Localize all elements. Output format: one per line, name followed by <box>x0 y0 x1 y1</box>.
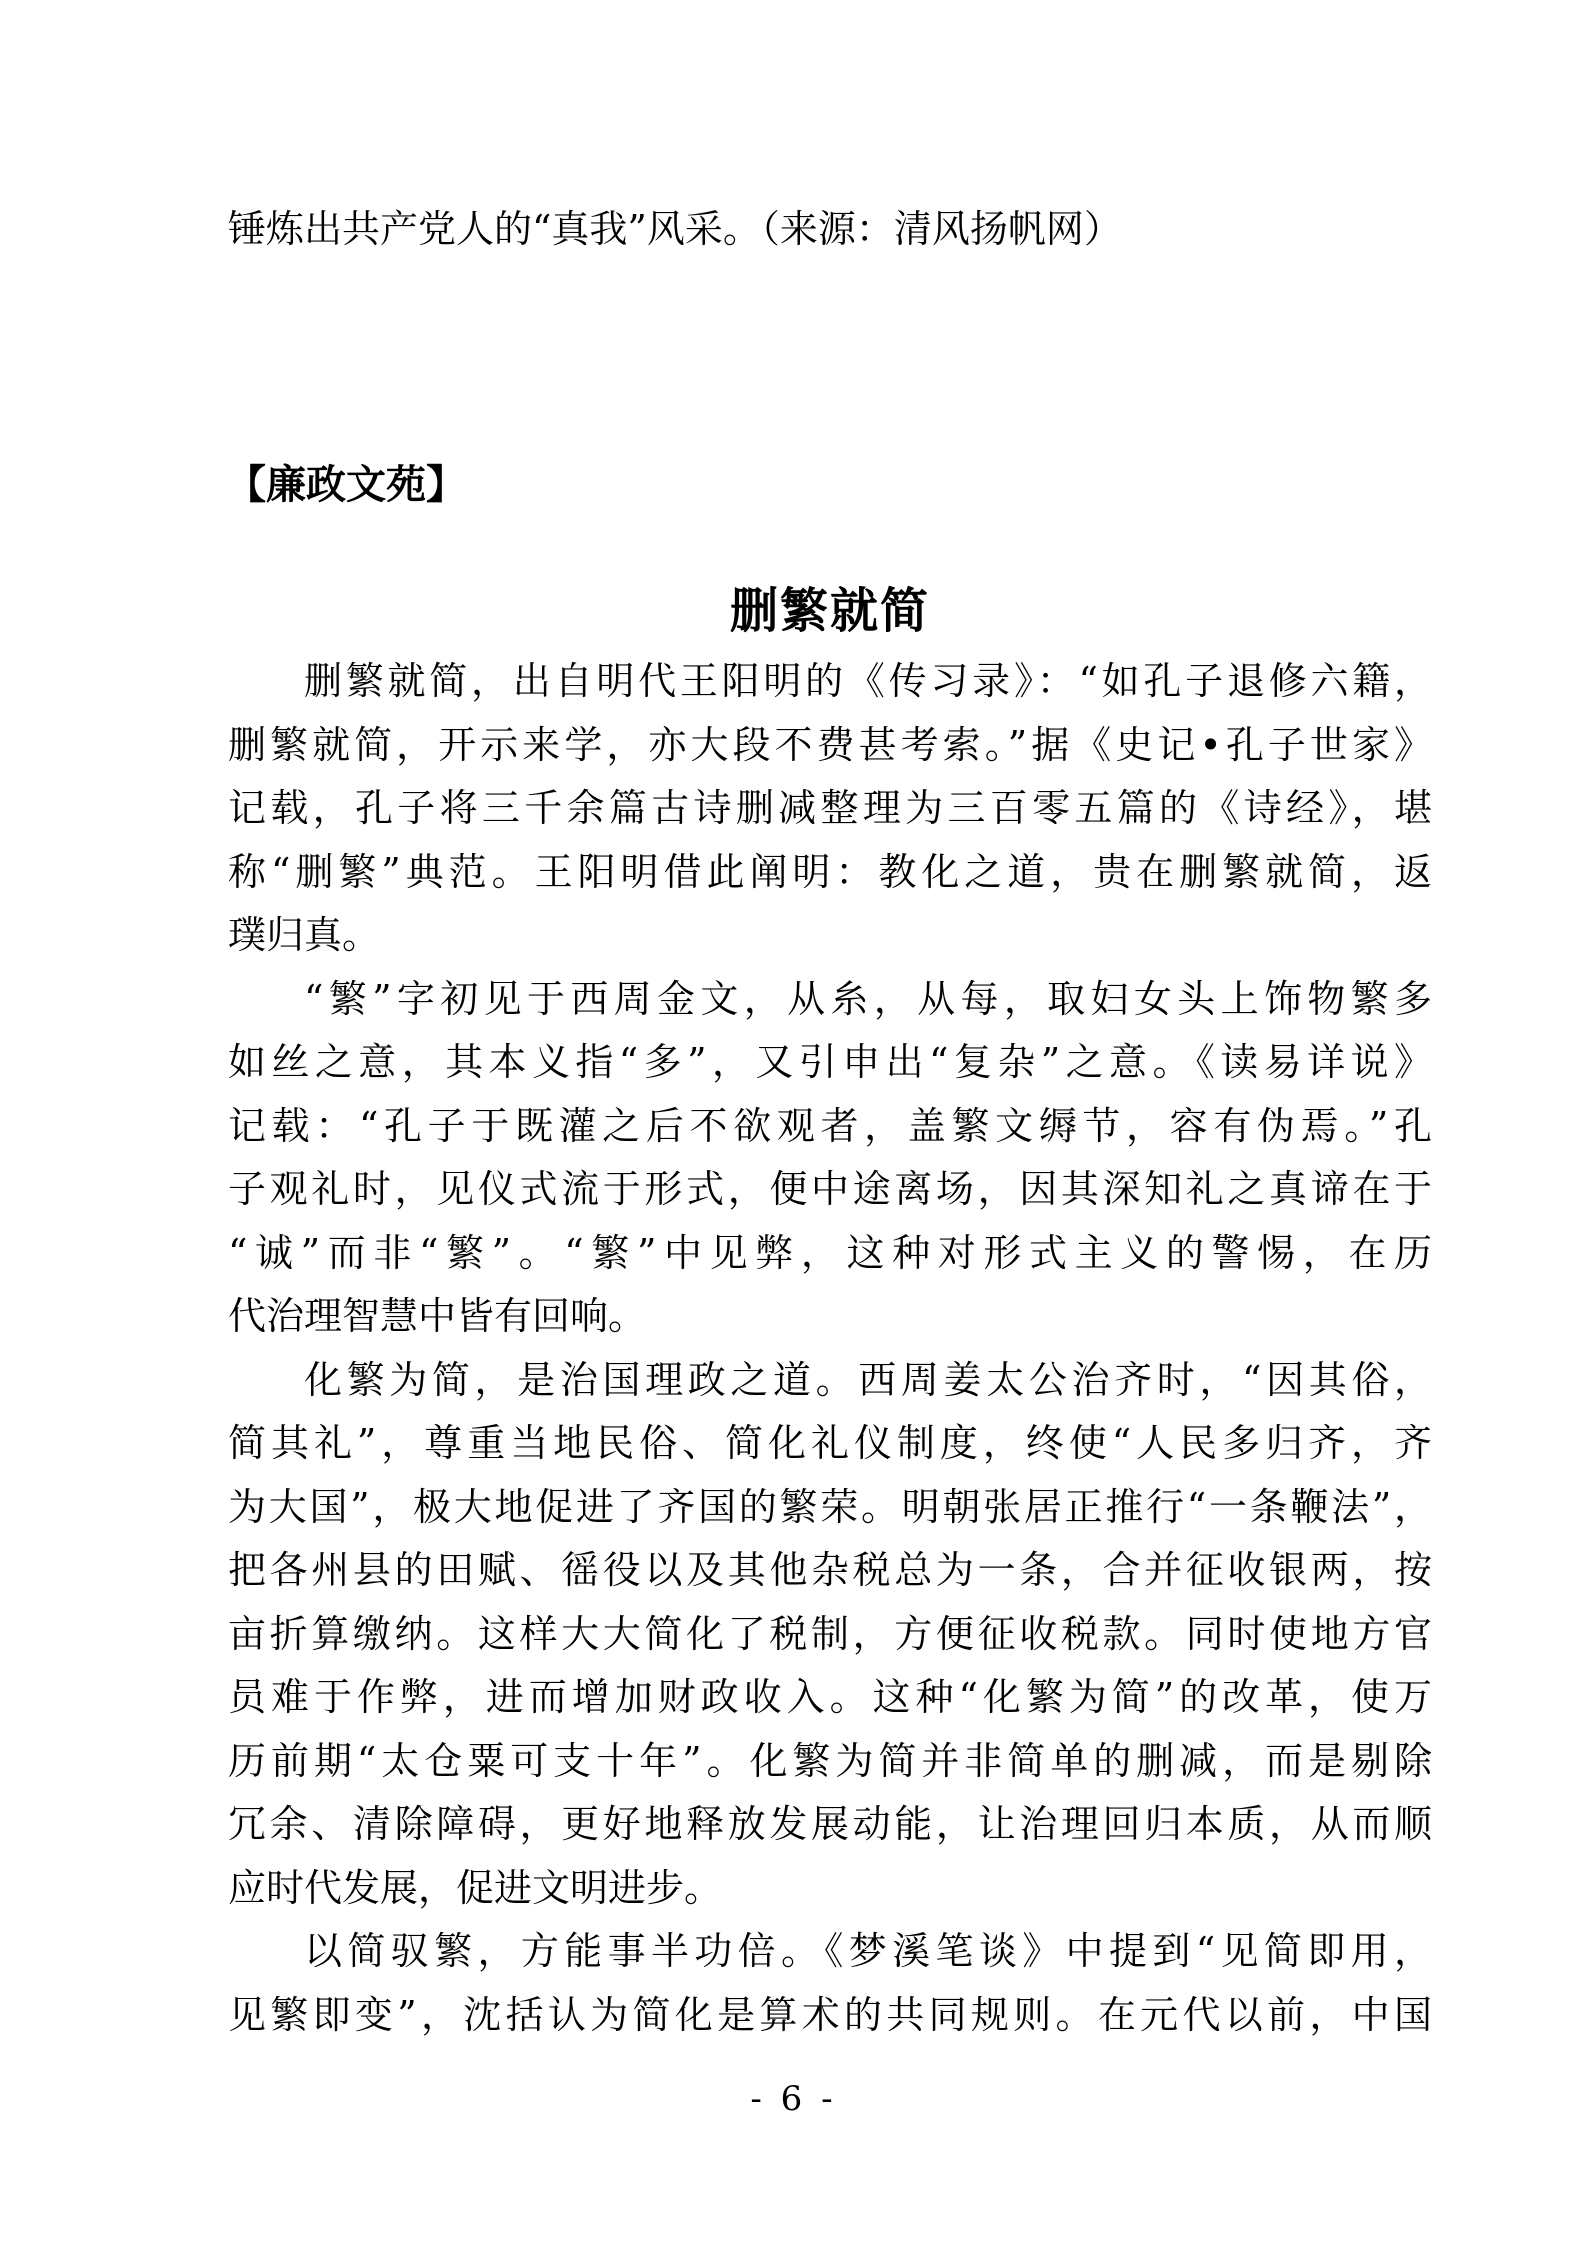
body-line: “繁”字初见于西周金文，从糸，从每，取妇女头上饰物繁多 <box>304 976 1432 1021</box>
body-line: 如丝之意，其本义指“多”，又引申出“复杂”之意。《读易详说》 <box>228 1040 1432 1084</box>
body-line: 以简驭繁，方能事半功倍。《梦溪笔谈》中提到“见简即用， <box>304 1929 1432 1973</box>
body-line: 把各州县的田赋、徭役以及其他杂税总为一条，合并征收银两，按 <box>228 1548 1432 1592</box>
body-line: 删繁就简，出自明代王阳明的《传习录》：“如孔子退修六籍， <box>304 659 1432 703</box>
body-line: “诚”而非“繁”。“繁”中见弊，这种对形式主义的警惕，在历 <box>228 1230 1432 1275</box>
body-line: 冗余、清除障碍，更好地释放发展动能，让治理回归本质，从而顺 <box>228 1802 1432 1846</box>
body-line: 化繁为简，是治国理政之道。西周姜太公治齐时，“因其俗， <box>304 1357 1432 1402</box>
body-line: 删繁就简，开示来学，亦大段不费甚考索。”据《史记•孔子世家》 <box>228 722 1432 767</box>
body-line: 子观礼时，见仪式流于形式，便中途离场，因其深知礼之真谛在于 <box>228 1167 1432 1211</box>
body-line: 见繁即变”，沈括认为简化是算术的共同规则。在元代以前，中国 <box>228 1992 1432 2037</box>
section-header: 【廉政文苑】 <box>226 461 466 508</box>
paragraph-continuation: 锤炼出共产党人的“真我”风采。（来源：清风扬帆网） <box>228 207 1122 251</box>
page-number: - 6 - <box>750 2079 837 2119</box>
body-line: 简其礼”，尊重当地民俗、简化礼仪制度，终使“人民多归齐，齐 <box>228 1421 1432 1465</box>
body-line: 员难于作弊，进而增加财政收入。这种“化繁为简”的改革，使万 <box>228 1675 1432 1719</box>
body-line: 记载，孔子将三千余篇古诗删减整理为三百零五篇的《诗经》，堪 <box>228 786 1432 830</box>
body-line: 为大国”，极大地促进了齐国的繁荣。明朝张居正推行“一条鞭法”， <box>228 1484 1432 1529</box>
body-line: 称“删繁”典范。王阳明借此阐明：教化之道，贵在删繁就简，返 <box>228 849 1432 894</box>
body-line: 亩折算缴纳。这样大大简化了税制，方便征收税款。同时使地方官 <box>228 1611 1432 1656</box>
article-title: 删繁就简 <box>729 583 930 639</box>
body-line: 记载：“孔子于既灌之后不欲观者，盖繁文缛节，容有伪焉。”孔 <box>228 1103 1432 1148</box>
body-line: 历前期“太仓粟可支十年”。化繁为简并非简单的删减，而是剔除 <box>228 1738 1432 1783</box>
body-line: 代治理智慧中皆有回响。 <box>228 1294 647 1338</box>
body-line: 应时代发展，促进文明进步。 <box>228 1865 723 1910</box>
body-line: 璞归真。 <box>228 913 381 957</box>
article-body <box>228 650 1432 2047</box>
